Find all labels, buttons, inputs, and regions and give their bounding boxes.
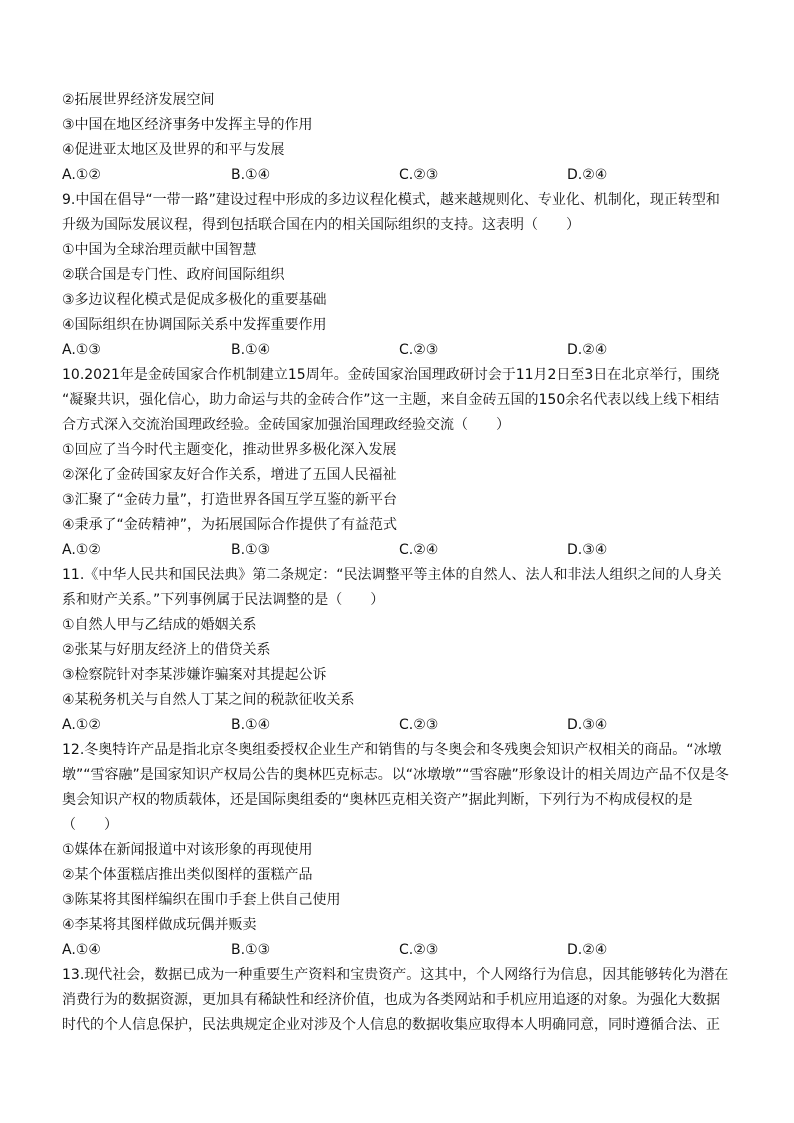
q9-stem-line-1: 9.中国在倡导“一带一路”建设过程中形成的多边议程化模式，越来越规则化、专业化、机制化，现正转型和 xyxy=(62,192,720,208)
q9-options xyxy=(62,338,742,363)
q13-stem-line-1: 13.现代社会，数据已成为一种重要生产资料和宝贵资产。这其中，个人网络行为信息，因其能够转化为潜在 xyxy=(62,967,729,983)
q10-stem-line-1: 10.2021年是金砖国家合作机制建立15周年。金砖国家治国理政研讨会于11月2日至3日在北京举行，围绕 xyxy=(62,367,720,383)
q10-options xyxy=(62,538,742,563)
q12-item-1: ①媒体在新闻报道中对该形象的再现使用 xyxy=(62,842,313,858)
q8-option-a: A.①② xyxy=(62,167,101,183)
q12-item-2: ②某个体蛋糕店推出类似图样的蛋糕产品 xyxy=(62,867,313,883)
q8-option-c: C.②③ xyxy=(399,167,439,183)
q9-option-c: C.②③ xyxy=(399,342,439,358)
q10-item-4: ④秉承了“金砖精神”，为拓展国际合作提供了有益范式 xyxy=(62,517,398,533)
q8-option-d: D.②④ xyxy=(567,167,608,183)
q11-item-3: ③检察院针对李某涉嫌诈骗案对其提起公诉 xyxy=(62,667,327,683)
q10-option-c: C.②④ xyxy=(399,542,439,558)
q12-options xyxy=(62,938,742,963)
q13-stem-line-3: 时代的个人信息保护，民法典规定企业对涉及个人信息的数据收集应取得本人明确同意，同时遵循合法、正 xyxy=(62,1017,720,1033)
q8-item-2: ②拓展世界经济发展空间 xyxy=(62,92,215,108)
q12-option-a: A.①④ xyxy=(62,942,101,958)
q12-stem-line-2: 墩”“雪容融”是国家知识产权局公告的奥林匹克标志。以“冰墩墩”“雪容融”形象设计的相关周边产品不仅是冬 xyxy=(62,767,729,783)
q12-stem-line-4: （ ） xyxy=(62,817,118,833)
q9-item-4: ④国际组织在协调国际关系中发挥重要作用 xyxy=(62,317,327,333)
q12-option-d: D.②④ xyxy=(567,942,608,958)
q11-stem-line-1: 11.《中华人民共和国民法典》第二条规定：“民法调整平等主体的自然人、法人和非法人组织之间的人身关 xyxy=(62,567,722,583)
q10-stem-line-2: “凝聚共识，强化信心，助力命运与共的金砖合作”这一主题，来自金砖五国的150余名代表以线上线下相结 xyxy=(62,392,720,408)
q8-option-b: B.①④ xyxy=(231,167,271,183)
q10-option-b: B.①③ xyxy=(231,542,271,558)
q11-item-2: ②张某与好朋友经济上的借贷关系 xyxy=(62,642,271,658)
q10-item-2: ②深化了金砖国家友好合作关系，增进了五国人民福祉 xyxy=(62,467,397,483)
q10-option-d: D.③④ xyxy=(567,542,608,558)
q11-item-1: ①自然人甲与乙结成的婚姻关系 xyxy=(62,617,257,633)
q10-stem-line-3: 合方式深入交流治国理政经验。金砖国家加强治国理政经验交流（ ） xyxy=(62,417,510,433)
q11-option-b: B.①④ xyxy=(231,717,271,733)
q12-item-3: ③陈某将其图样编织在围巾手套上供自己使用 xyxy=(62,892,341,908)
q11-options xyxy=(62,713,742,738)
q10-item-1: ①回应了当今时代主题变化，推动世界多极化深入发展 xyxy=(62,442,397,458)
q11-item-4: ④某税务机关与自然人丁某之间的税款征收关系 xyxy=(62,692,355,708)
q11-option-c: C.②③ xyxy=(399,717,439,733)
q9-option-d: D.②④ xyxy=(567,342,608,358)
q8-item-4: ④促进亚太地区及世界的和平与发展 xyxy=(62,142,285,158)
q10-option-a: A.①② xyxy=(62,542,101,558)
q11-option-d: D.③④ xyxy=(567,717,608,733)
q13-stem-line-2: 消费行为的数据资源，更加具有稀缺性和经济价值，也成为各类网站和手机应用追逐的对象。为强化大数据 xyxy=(62,992,720,1008)
q9-stem-line-2: 升级为国际发展议程，得到包括联合国在内的相关国际组织的支持。这表明（ ） xyxy=(62,217,580,233)
q8-options xyxy=(62,163,742,188)
q12-option-b: B.①③ xyxy=(231,942,271,958)
q8-item-3: ③中国在地区经济事务中发挥主导的作用 xyxy=(62,117,313,133)
q9-item-1: ①中国为全球治理贡献中国智慧 xyxy=(62,242,257,258)
q9-option-a: A.①③ xyxy=(62,342,101,358)
q11-stem-line-2: 系和财产关系。”下列事例属于民法调整的是（ ） xyxy=(62,592,385,608)
q12-item-4: ④李某将其图样做成玩偶并贩卖 xyxy=(62,917,257,933)
q11-option-a: A.①② xyxy=(62,717,101,733)
q12-stem-line-1: 12.冬奥特许产品是指北京冬奥组委授权企业生产和销售的与冬奥会和冬残奥会知识产权相关的商品。“冰墩 xyxy=(62,742,722,758)
q9-item-2: ②联合国是专门性、政府间国际组织 xyxy=(62,267,285,283)
q9-option-b: B.①④ xyxy=(231,342,271,358)
q9-item-3: ③多边议程化模式是促成多极化的重要基础 xyxy=(62,292,327,308)
q12-option-c: C.②③ xyxy=(399,942,439,958)
q12-stem-line-3: 奥会知识产权的物质载体，还是国际奥组委的“奥林匹克相关资产”据此判断，下列行为不构成侵权的是 xyxy=(62,792,693,808)
q10-item-3: ③汇聚了“金砖力量”，打造世界各国互学互鉴的新平台 xyxy=(62,492,398,508)
